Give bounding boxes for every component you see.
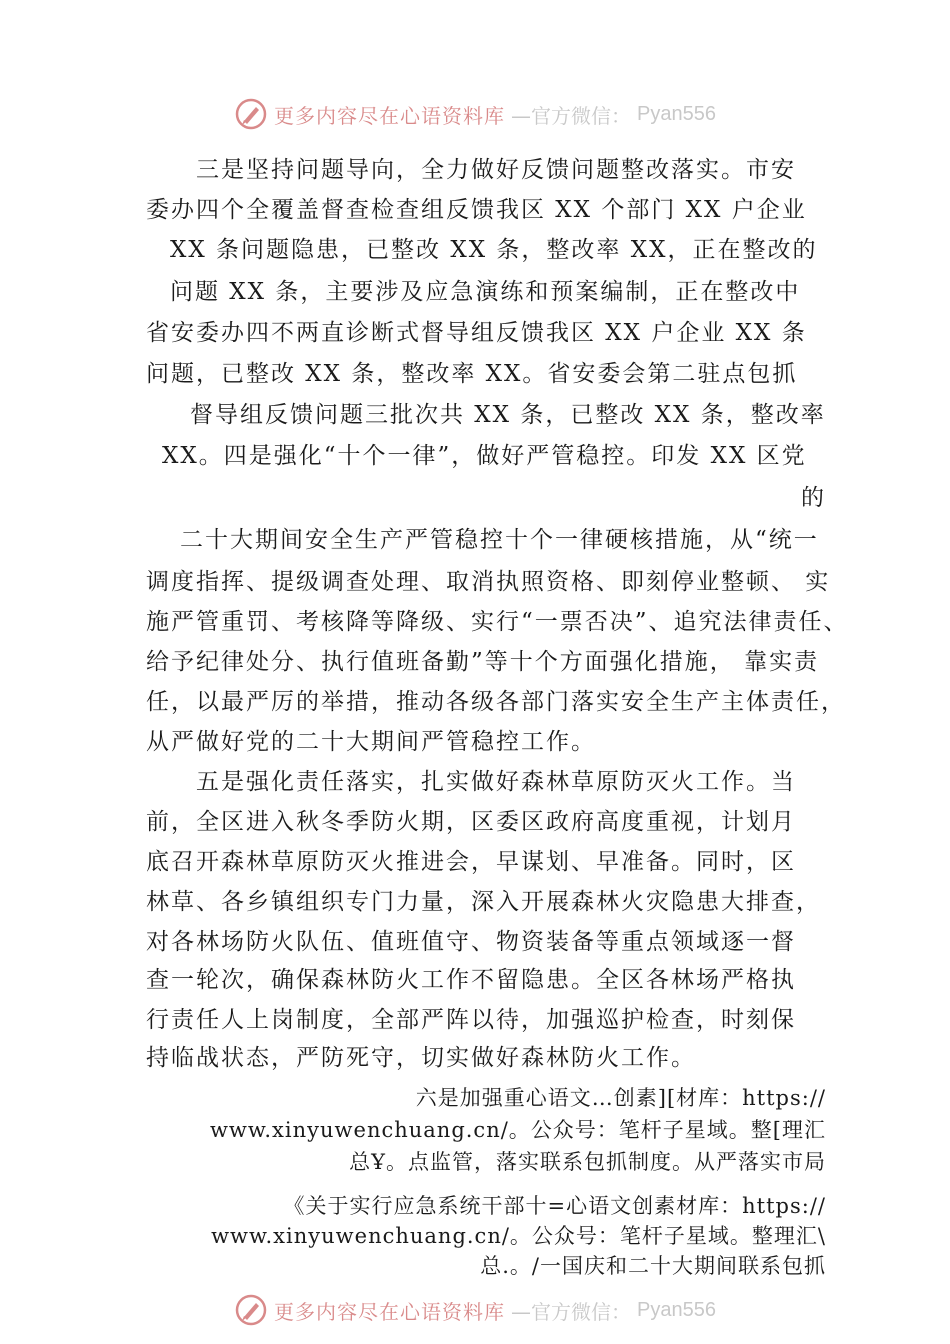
text-line: 调度指挥、提级调查处理、取消执照资格、即刻停业整顿、 实 (146, 569, 831, 595)
text-line: 施严管重罚、考核降等降级、实行“一票否决”、追究法律责任、 (146, 609, 849, 635)
watermark-suffix: —官方微信： (511, 103, 632, 128)
text-line: 问题 XX 条，主要涉及应急演练和预案编制，正在整改中 (170, 279, 801, 305)
text-line: 对各林场防火队伍、值班值守、物资装备等重点领域逐一督 (146, 929, 796, 955)
text-line: 任，以最严厉的举措，推动各级各部门落实安全生产主体责任， (146, 689, 846, 715)
watermark-id: Pyan556 (637, 1298, 716, 1321)
text-line-garbled: www.xinyuwenchuang.cn/。公众号：笔杆子星域。整[理汇 (209, 1118, 826, 1142)
text-line: 从严做好党的二十大期间严管稳控工作。 (146, 729, 596, 755)
text-line: 行责任人上岗制度，全部严阵以待，加强巡护检查，时刻保 (146, 1007, 796, 1033)
text-line-garbled: 总.。/一国庆和二十大期间联系包抓 (480, 1254, 826, 1278)
text-line: 林草、各乡镇组织专门力量，深入开展森林火灾隐患大排查， (146, 889, 821, 915)
watermark-title: 更多内容尽在心语资料库 (274, 103, 506, 128)
text-line: 督导组反馈问题三批次共 XX 条，已整改 XX 条，整改率 (190, 402, 826, 428)
text-line: 二十大期间安全生产严管稳控十个一律硬核措施，从“统一 (180, 527, 819, 553)
text-line-garbled: 《关于实行应急系统干部十=心语文创素材库：https:// (283, 1194, 826, 1218)
watermark-suffix: —官方微信： (511, 1299, 632, 1324)
pen-logo-icon (234, 97, 268, 131)
text-line: 查一轮次，确保森林防火工作不留隐患。全区各林场严格执 (146, 967, 796, 993)
text-line-garbled: 六是加强重心语文…创素][材库：https:// (415, 1086, 826, 1110)
pen-logo-icon (234, 1293, 268, 1327)
text-line: XX。四是强化“十个一律”，做好严管稳控。印发 XX 区党 (162, 443, 807, 469)
text-line: 的 (801, 485, 826, 511)
watermark-title: 更多内容尽在心语资料库 (274, 1299, 506, 1324)
text-line: 问题，已整改 XX 条，整改率 XX。省安委会第二驻点包抓 (146, 361, 798, 387)
watermark-id: Pyan556 (637, 102, 716, 125)
text-line: 委办四个全覆盖督查检查组反馈我区 XX 个部门 XX 户企业 (146, 197, 807, 223)
text-line: 三是坚持问题导向，全力做好反馈问题整改落实。市安 (196, 157, 796, 183)
text-line: 给予纪律处分、执行值班备勤”等十个方面强化措施， 靠实责 (146, 649, 820, 675)
watermark-header (0, 94, 950, 134)
text-line: 前，全区进入秋冬季防火期，区委区政府高度重视，计划月 (146, 809, 796, 835)
watermark-footer (0, 1290, 950, 1330)
text-line: 五是强化责任落实，扎实做好森林草原防灭火工作。当 (196, 769, 796, 795)
text-line: 底召开森林草原防灭火推进会，早谋划、早准备。同时，区 (146, 849, 796, 875)
text-line: XX 条问题隐患，已整改 XX 条，整改率 XX，正在整改的 (170, 237, 818, 263)
text-line-garbled: 总Ұ。点监管，落实联系包抓制度。从严落实市局 (349, 1150, 826, 1174)
text-line-garbled: www.xinyuwenchuang.cn/。公众号：笔杆子星域。整理汇\ (211, 1224, 826, 1248)
text-line: 持临战状态，严防死守，切实做好森林防火工作。 (146, 1045, 696, 1071)
text-line: 省安委办四不两直诊断式督导组反馈我区 XX 户企业 XX 条 (146, 320, 807, 346)
